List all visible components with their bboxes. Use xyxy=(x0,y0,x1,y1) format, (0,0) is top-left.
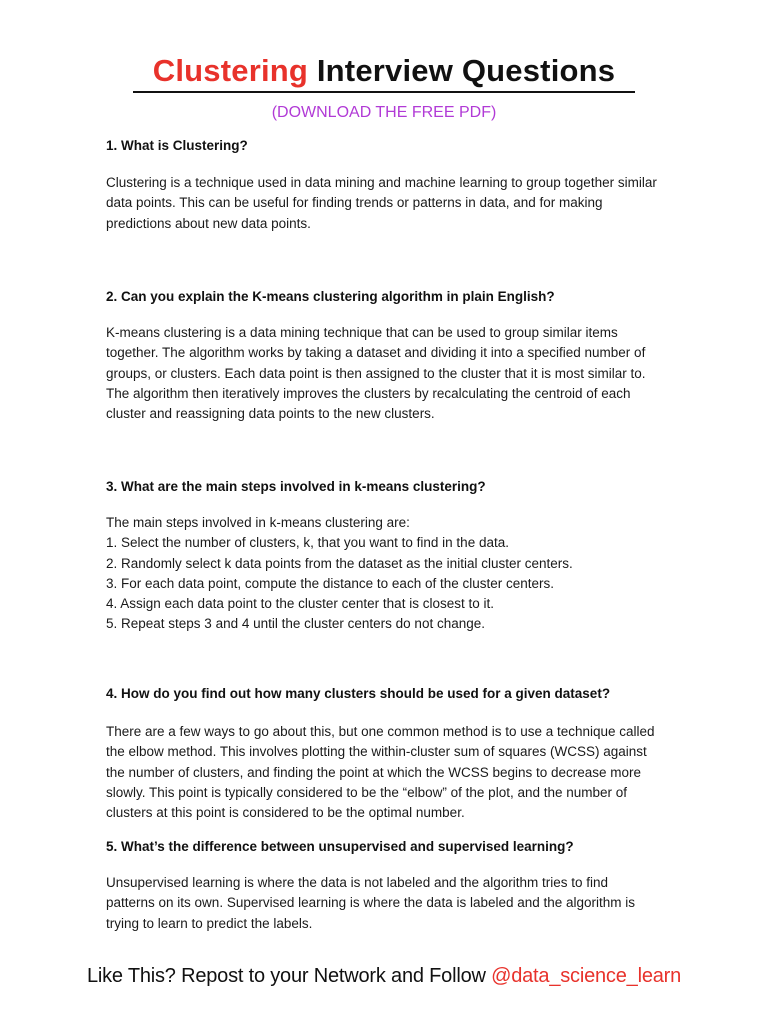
question-1: 1. What is Clustering? xyxy=(106,138,248,153)
answer-line: clusters at this point is considered to be the optimal number. xyxy=(106,805,465,821)
answer-line: the elbow method. This involves plotting the within-cluster sum of squares (WCSS) against xyxy=(106,744,647,760)
step-item: 4. Assign each data point to the cluster center that is closest to it. xyxy=(106,596,494,612)
answer-2 xyxy=(106,323,681,424)
answer-line: The main steps involved in k-means clustering are: xyxy=(106,515,410,530)
answer-line: predictions about new data points. xyxy=(106,215,311,231)
answer-line: The algorithm then iteratively improves the clusters by recalculating the centroid of each xyxy=(106,385,631,401)
answer-3 xyxy=(106,513,681,635)
page-title xyxy=(0,52,768,90)
answer-line: Unsupervised learning is where the data is not labeled and the algorithm tries to find xyxy=(106,875,609,890)
answer-line: data points. This can be useful for finding trends or patterns in data, and for making xyxy=(106,195,603,211)
footer-text: Like This? Repost to your Network and Follow xyxy=(86,965,492,987)
question-2: 2. Can you explain the K-means clustering algorithm in plain English? xyxy=(106,289,555,304)
question-5: 5. What’s the difference between unsupervised and supervised learning? xyxy=(106,839,574,854)
answer-line: K-means clustering is a data mining technique that can be used to group similar items xyxy=(106,325,618,340)
answer-5 xyxy=(106,873,681,934)
question-3: 3. What are the main steps involved in k-means clustering? xyxy=(106,479,486,494)
answer-line: Clustering is a technique used in data mining and machine learning to group together similar xyxy=(106,175,657,190)
answer-1 xyxy=(106,173,681,234)
answer-line: There are a few ways to go about this, but one common method is to use a technique called xyxy=(106,724,655,739)
footer-cta xyxy=(0,963,768,989)
answer-line: together. The algorithm works by taking a dataset and dividing it into a specified number of xyxy=(106,345,646,361)
step-item: 1. Select the number of clusters, k, that you want to find in the data. xyxy=(106,535,509,551)
title-rest: Interview Questions xyxy=(308,53,616,88)
step-item: 2. Randomly select k data points from the dataset as the initial cluster centers. xyxy=(106,555,573,571)
answer-line: the number of clusters, and finding the point at which the WCSS begins to decrease more xyxy=(106,764,642,780)
answer-line: slowly. This point is typically considered to be the “elbow” of the plot, and the number of xyxy=(106,784,628,800)
answer-line: patterns on its own. Supervised learning is where the data is labeled and the algorithm is xyxy=(106,895,636,911)
answer-line: cluster and reassigning data points to the new clusters. xyxy=(106,406,435,422)
answer-line: trying to learn to predict the labels. xyxy=(106,915,313,931)
footer-handle-link[interactable]: @data_science_learn xyxy=(491,965,682,987)
title-underline xyxy=(133,91,635,93)
answer-4 xyxy=(106,722,681,823)
question-4: 4. How do you find out how many clusters should be used for a given dataset? xyxy=(106,686,611,701)
title-accent: Clustering xyxy=(152,53,309,88)
download-subtitle[interactable]: (DOWNLOAD THE FREE PDF) xyxy=(271,104,497,121)
step-item: 3. For each data point, compute the distance to each of the cluster centers. xyxy=(106,575,555,591)
answer-line: groups, or clusters. Each data point is then assigned to the cluster that it is most similar to. xyxy=(106,365,646,381)
step-item: 5. Repeat steps 3 and 4 until the cluster centers do not change. xyxy=(106,616,485,632)
